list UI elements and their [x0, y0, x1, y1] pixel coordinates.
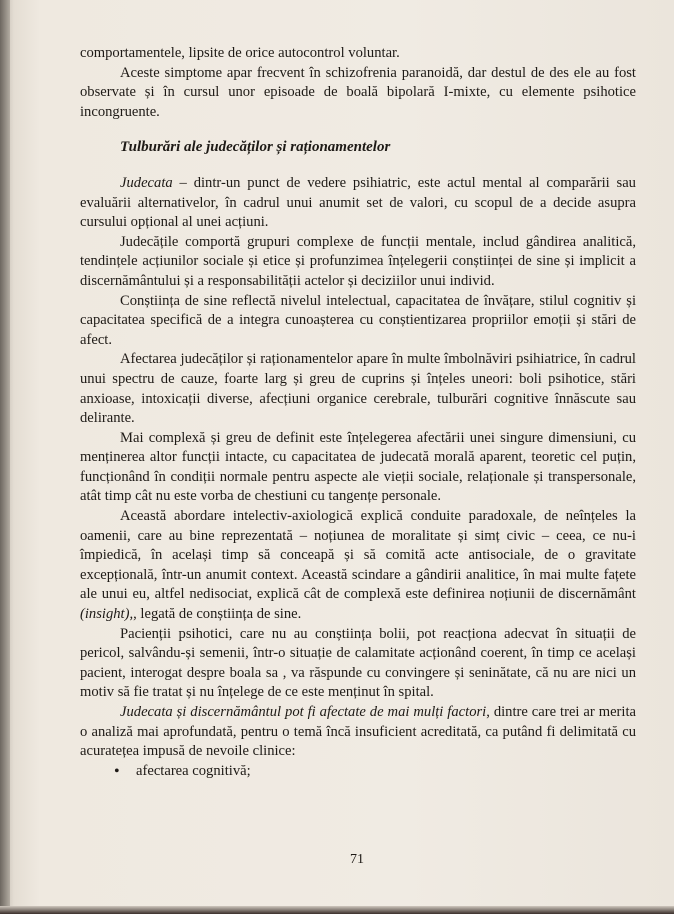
axiological-tail: , legată de conștiința de sine.	[133, 606, 302, 623]
axiological-text: Această abordare intelectiv-axiologică explică conduite paradoxale, de neînțeles la oamenii, care au bine reprezentată – noțiunea de moralitate și simț civic – ceea, ce nu-i împiedică, în același timp să conceapă și să comită acte antisociale, de o gravitate excepțională, într-un anumit context. Această scindare a gândirii analitice, în mai multe fațete ale unui eu, altfel nedisociat, explică cât de complexă este definirea noțiunii de discernământ	[80, 508, 636, 603]
page-number: 71	[350, 852, 364, 867]
paragraph-impairment: Afectarea judecăților și raționamentelor apare în multe îmbolnăviri psihiatrice, în cadrul unui spectru de cauze, foarte larg și greu de cuprins și înțeles uneori: boli psihotice, stări anxioase, intoxicații diverse, afecțiuni organice cerebrale, tulburări cognitive înnăscute sau delirante.	[80, 351, 636, 427]
paragraph-self-awareness: Conștiința de sine reflectă nivelul intelectual, capacitatea de învățare, stilul cognitiv și capacitatea specifică de a integra cunoașterea cu conștientizarea propriilor emoții și stări de afect.	[80, 292, 636, 348]
paragraph-axiological	[80, 507, 636, 625]
paragraph-symptoms: Aceste simptome apar frecvent în schizofrenia paranoidă, dar destul de des ele au fost observate și în cursul unor episoade de boală bipolară I-mixte, cu elemente psihotice incongruente.	[80, 64, 636, 120]
term-judecata: Judecata	[120, 174, 173, 191]
book-spine-shadow	[0, 0, 10, 914]
paragraph-continuation: comportamentele, lipsite de orice autocontrol voluntar.	[80, 45, 400, 61]
term-factors: Judecata și discernământul pot fi afectate de mai mulți factori	[120, 704, 487, 720]
factor-list	[80, 762, 636, 782]
factors-text: , dintre care trei ar merita o analiză mai aprofundată, pentru o temă încă insuficient acreditată, ca putând fi delimitată cu acuratețea impusă de nevoile clinice:	[80, 704, 636, 760]
paragraph-complexity: Mai complexă și greu de definit este înțelegerea afectării unei singure dimensiuni, cu menținerea altor funcții intacte, cu capacitatea de judecată morală aparent, teoretic cel puțin, funcționând în condiții normale pentru aspecte ale vieții sociale, relaționale și transpersonale, atât timp cât nu este vorba de chestiuni cu tangențe personale.	[80, 429, 636, 505]
section-heading: Tulburări ale judecăților și raționamentelor	[120, 139, 391, 156]
paragraph-judgements: Judecățile comportă grupuri complexe de funcții mentale, includ gândirea analitică, tendințele acțiunilor sociale și etice și profunzimea înțelegerii conștiinței de sine și implicit a discernământului și a responsabilității actelor și deciziilor unui individ.	[80, 233, 636, 289]
page-text-body	[80, 44, 636, 781]
paragraph-definition	[80, 174, 636, 233]
list-item: • afectarea cognitivă;	[136, 762, 636, 782]
page-bottom-edge	[0, 906, 674, 914]
paragraph-psychotic-patients: Pacienții psihotici, care nu au conștiința bolii, pot reacționa adecvat în situații de pericol, salvându-și semenii, într-o situație de calamitate acționând coerent, în timp ce același pacient, interogat despre boala sa , va răspunde cu convingere și seninătate, că nu are nici un motiv să fie tratat și nu înțelege de ce este menținut în spital.	[80, 625, 636, 701]
term-insight: (insight),	[80, 606, 134, 623]
paragraph-factors	[80, 703, 636, 762]
definition-text: – dintr-un punct de vedere psihiatric, este actul mental al comparării sau evaluării alternativelor, în cadrul unui anumit set de valori, cu scopul de a decide asupra cursului opțional al unei acțiuni.	[80, 174, 636, 231]
